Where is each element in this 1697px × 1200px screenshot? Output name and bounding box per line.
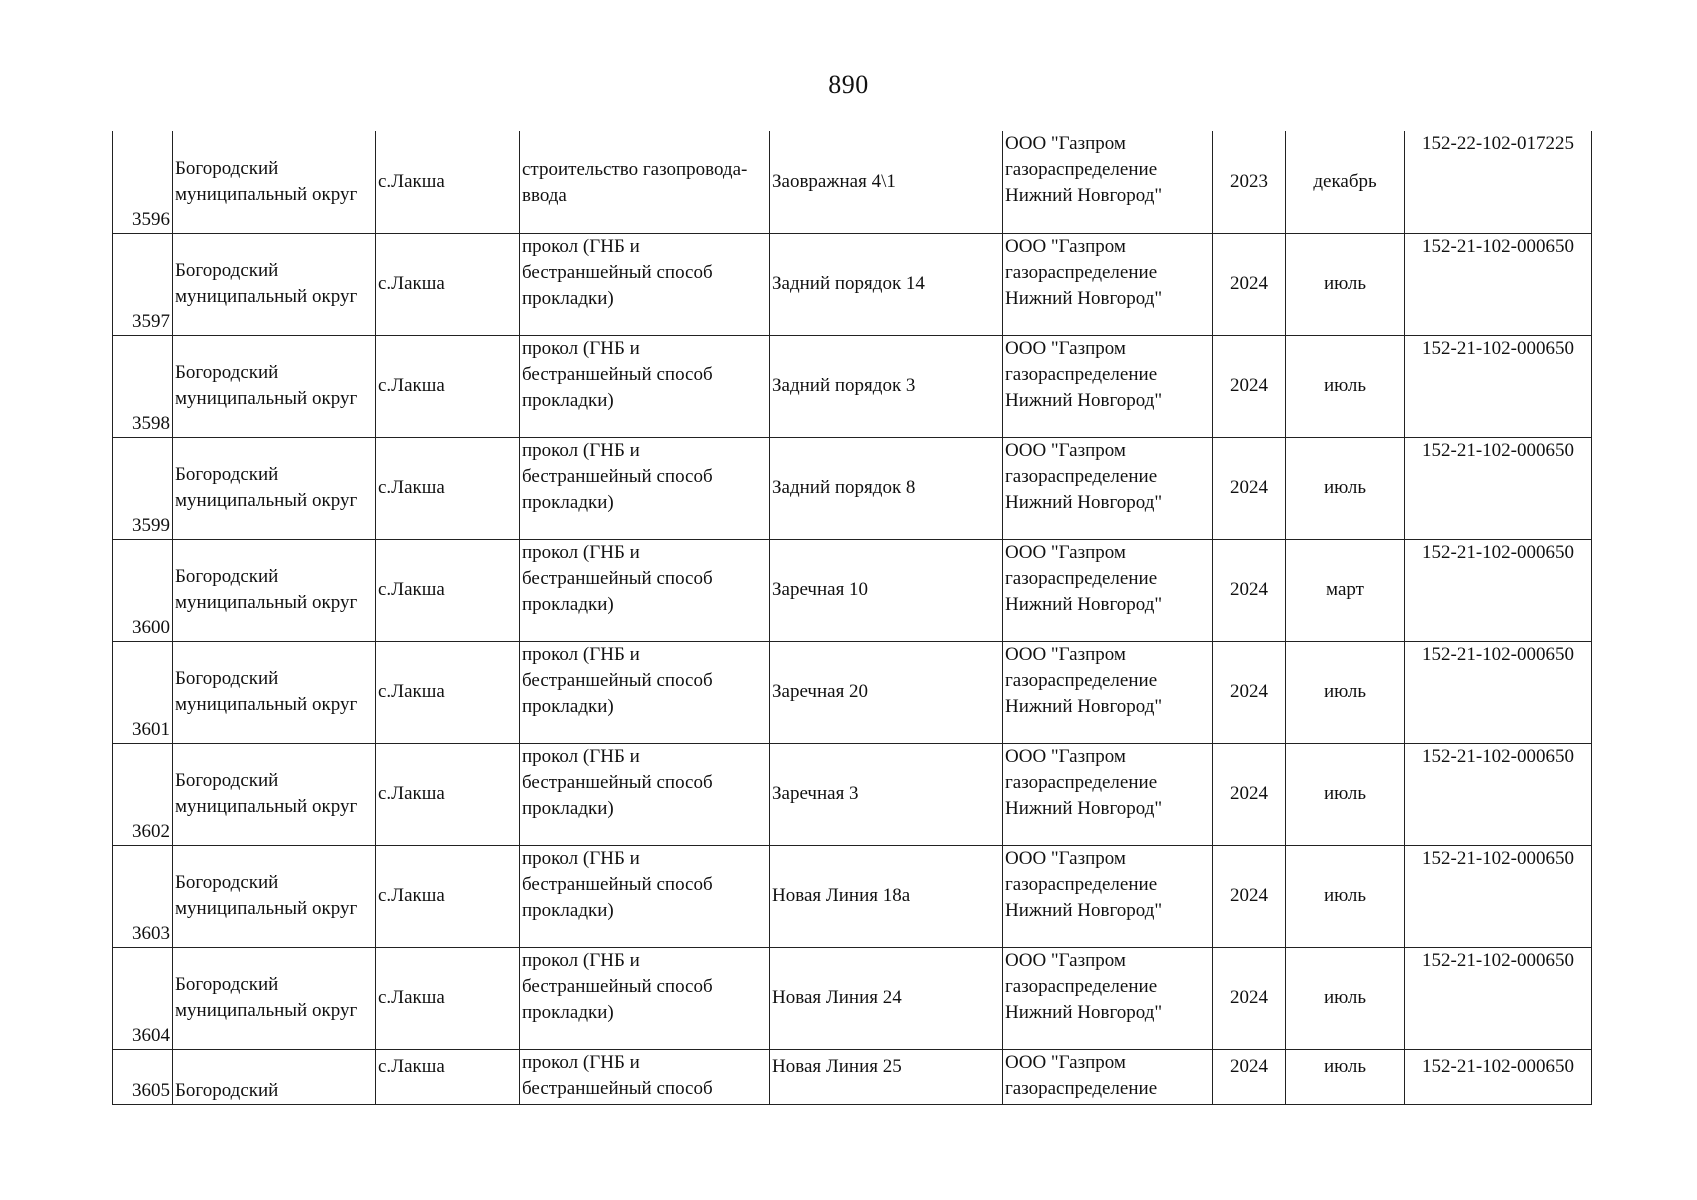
organization-cell: ООО "Газпром газораспределение Нижний Новгород" [1003, 233, 1213, 335]
project-code-cell: 152-21-102-000650 [1405, 437, 1592, 539]
municipality-cell: Богородский муниципальный округ [173, 641, 376, 743]
year-cell: 2024 [1213, 1049, 1286, 1104]
organization-cell: ООО "Газпром газораспределение Нижний Новгород" [1003, 539, 1213, 641]
project-code-cell: 152-21-102-000650 [1405, 845, 1592, 947]
address-cell: Задний порядок 3 [770, 335, 1003, 437]
row-number: 3598 [113, 335, 173, 437]
row-number: 3601 [113, 641, 173, 743]
row-number: 3602 [113, 743, 173, 845]
village-cell: с.Лакша [376, 131, 520, 233]
project-code-cell: 152-21-102-000650 [1405, 641, 1592, 743]
address-cell: Задний порядок 14 [770, 233, 1003, 335]
month-cell: июль [1286, 641, 1405, 743]
work-type-cell: прокол (ГНБ и бестраншейный способ прокладки) [520, 335, 770, 437]
organization-cell: ООО "Газпром газораспределение Нижний Новгород" [1003, 641, 1213, 743]
table-row [113, 437, 1592, 539]
month-cell: июль [1286, 233, 1405, 335]
table-row [113, 1049, 1592, 1104]
project-code-cell: 152-21-102-000650 [1405, 539, 1592, 641]
row-number: 3600 [113, 539, 173, 641]
address-cell: Заречная 20 [770, 641, 1003, 743]
village-cell: с.Лакша [376, 539, 520, 641]
municipality-cell: Богородский муниципальный округ [173, 845, 376, 947]
year-cell: 2024 [1213, 233, 1286, 335]
organization-cell: ООО "Газпром газораспределение Нижний Новгород" [1003, 335, 1213, 437]
row-number: 3604 [113, 947, 173, 1049]
page-number: 890 [828, 70, 869, 99]
municipality-cell: Богородский муниципальный округ [173, 743, 376, 845]
table-row [113, 743, 1592, 845]
municipality-cell: Богородский [173, 1049, 376, 1104]
village-cell: с.Лакша [376, 1049, 520, 1104]
project-code-cell: 152-21-102-000650 [1405, 335, 1592, 437]
address-cell: Новая Линия 25 [770, 1049, 1003, 1104]
organization-cell: ООО "Газпром газораспределение Нижний Новгород" [1003, 131, 1213, 233]
row-number: 3599 [113, 437, 173, 539]
year-cell: 2024 [1213, 641, 1286, 743]
month-cell: июль [1286, 437, 1405, 539]
table-row [113, 539, 1592, 641]
address-cell: Задний порядок 8 [770, 437, 1003, 539]
project-code-cell: 152-21-102-000650 [1405, 233, 1592, 335]
row-number: 3597 [113, 233, 173, 335]
organization-cell: ООО "Газпром газораспределение Нижний Новгород" [1003, 437, 1213, 539]
year-cell: 2024 [1213, 845, 1286, 947]
municipality-cell: Богородский муниципальный округ [173, 947, 376, 1049]
table-row [113, 947, 1592, 1049]
village-cell: с.Лакша [376, 437, 520, 539]
organization-cell: ООО "Газпром газораспределение Нижний Новгород" [1003, 947, 1213, 1049]
address-cell: Заречная 10 [770, 539, 1003, 641]
work-type-cell: прокол (ГНБ и бестраншейный способ прокладки) [520, 641, 770, 743]
municipality-cell: Богородский муниципальный округ [173, 437, 376, 539]
month-cell: июль [1286, 743, 1405, 845]
address-cell: Новая Линия 24 [770, 947, 1003, 1049]
village-cell: с.Лакша [376, 947, 520, 1049]
municipality-cell: Богородский муниципальный округ [173, 539, 376, 641]
address-cell: Новая Линия 18а [770, 845, 1003, 947]
year-cell: 2024 [1213, 437, 1286, 539]
row-number: 3596 [113, 131, 173, 233]
municipality-cell: Богородский муниципальный округ [173, 131, 376, 233]
work-type-cell: строительство газопровода- ввода [520, 131, 770, 233]
month-cell: июль [1286, 845, 1405, 947]
address-cell: Заречная 3 [770, 743, 1003, 845]
municipality-cell: Богородский муниципальный округ [173, 233, 376, 335]
work-type-cell: прокол (ГНБ и бестраншейный способ прокладки) [520, 437, 770, 539]
organization-cell: ООО "Газпром газораспределение Нижний Новгород" [1003, 743, 1213, 845]
year-cell: 2024 [1213, 539, 1286, 641]
project-code-cell: 152-21-102-000650 [1405, 743, 1592, 845]
project-code-cell: 152-21-102-000650 [1405, 1049, 1592, 1104]
month-cell: март [1286, 539, 1405, 641]
work-type-cell: прокол (ГНБ и бестраншейный способ прокладки) [520, 947, 770, 1049]
village-cell: с.Лакша [376, 743, 520, 845]
work-type-cell: прокол (ГНБ и бестраншейный способ прокладки) [520, 539, 770, 641]
row-number: 3603 [113, 845, 173, 947]
village-cell: с.Лакша [376, 641, 520, 743]
year-cell: 2024 [1213, 743, 1286, 845]
month-cell: декабрь [1286, 131, 1405, 233]
organization-cell: ООО "Газпром газораспределение Нижний Новгород" [1003, 845, 1213, 947]
table-row [113, 335, 1592, 437]
year-cell: 2023 [1213, 131, 1286, 233]
gas-works-table [112, 131, 1592, 1105]
year-cell: 2024 [1213, 947, 1286, 1049]
table-row [113, 131, 1592, 233]
work-type-cell: прокол (ГНБ и бестраншейный способ прокладки) [520, 845, 770, 947]
project-code-cell: 152-21-102-000650 [1405, 947, 1592, 1049]
work-type-cell: прокол (ГНБ и бестраншейный способ [520, 1049, 770, 1104]
municipality-cell: Богородский муниципальный округ [173, 335, 376, 437]
month-cell: июль [1286, 947, 1405, 1049]
month-cell: июль [1286, 335, 1405, 437]
table-row [113, 233, 1592, 335]
village-cell: с.Лакша [376, 845, 520, 947]
row-number: 3605 [113, 1049, 173, 1104]
work-type-cell: прокол (ГНБ и бестраншейный способ прокладки) [520, 743, 770, 845]
month-cell: июль [1286, 1049, 1405, 1104]
organization-cell: ООО "Газпром газораспределение [1003, 1049, 1213, 1104]
village-cell: с.Лакша [376, 233, 520, 335]
table-row [113, 845, 1592, 947]
village-cell: с.Лакша [376, 335, 520, 437]
project-code-cell: 152-22-102-017225 [1405, 131, 1592, 233]
address-cell: Заовражная 4\1 [770, 131, 1003, 233]
year-cell: 2024 [1213, 335, 1286, 437]
table-row [113, 641, 1592, 743]
work-type-cell: прокол (ГНБ и бестраншейный способ прокладки) [520, 233, 770, 335]
